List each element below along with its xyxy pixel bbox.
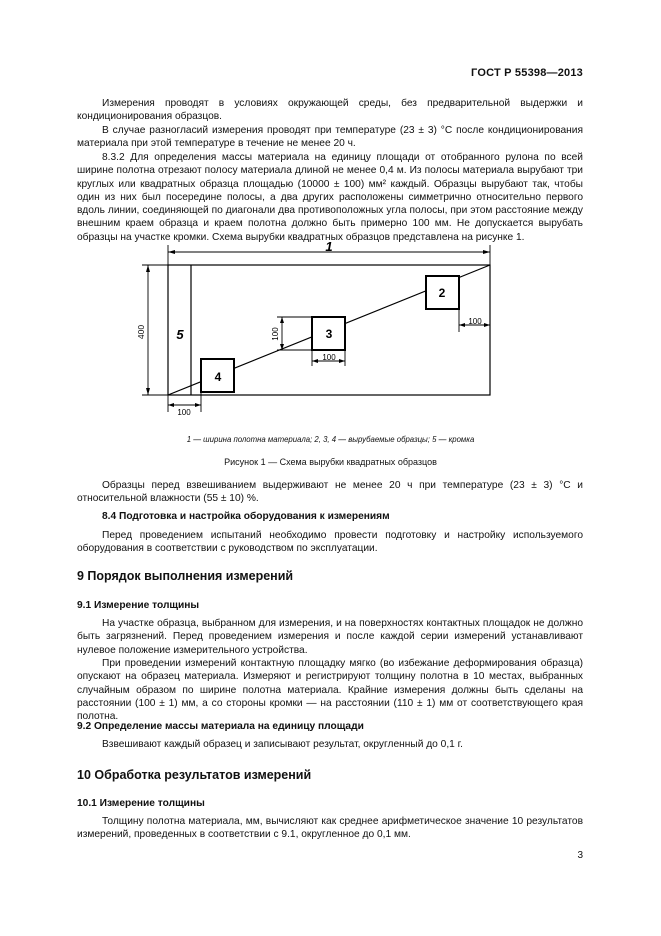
paragraph-9-1-a: На участке образца, выбранном для измерения, и на поверхностях контактных площадок не должно быть загрязнений. Перед проведением измерения и после каждой серии измерений устанавливают нулевое положение измерительного устройства. [77, 618, 583, 656]
label-4: 4 [214, 370, 222, 384]
heading-9-1: 9.1 Измерение толщины [77, 600, 200, 611]
figure-legend: 1 — ширина полотна материала; 2, 3, 4 — вырубаемые образцы; 5 — кромка [186, 435, 475, 444]
page-number: 3 [577, 850, 583, 861]
heading-8-4: 8.4 Подготовка и настройка оборудования к измерениям [102, 511, 390, 522]
dim-100-b: 100 [322, 353, 336, 362]
label-3: 3 [325, 327, 333, 341]
paragraph-9-1-b: При проведении измерений контактную площадку мягко (во избежание деформирования образца) опускают на образец материала. Измеряют и регистрируют толщину полотна в 10 местах, выбранных случайным образом по ширине полотна материала. Крайние измерения должны быть сделаны на расстоянии (100 ± 1) мм, а со стороны кромки — на расстоянии (110 ± 1) мм от соответствующего края полотна. [77, 658, 583, 723]
paragraph-preparation: Перед проведением испытаний необходимо провести подготовку и настройку используемого оборудования в соответствии с руководством по эксплуатации. [77, 530, 583, 555]
figure-1-diagram [130, 240, 510, 422]
label-1: 1 [325, 240, 333, 254]
paragraph-10-1: Толщину полотна материала, мм, вычисляют как среднее арифметическое значение 10 результатов измерений, проведенных в соответствии с 9.1, округленное до 0,1 мм. [77, 816, 583, 841]
paragraph-disagreement: В случае разногласий измерения проводят при температуре (23 ± 3) °С после кондиционирования материала при этой температуре в течение не менее 20 ч. [77, 125, 583, 150]
heading-10: 10 Обработка результатов измерений [77, 768, 312, 782]
label-5: 5 [176, 327, 184, 342]
dim-400: 400 [136, 324, 146, 340]
dim-100-d: 100 [468, 317, 482, 326]
figure-caption: Рисунок 1 — Схема вырубки квадратных образцов [224, 457, 437, 467]
paragraph-conditioning: Образцы перед взвешиванием выдерживают не менее 20 ч при температуре (23 ± 3) °С и относительной влажности (55 ± 10) %. [77, 480, 583, 505]
heading-9-2: 9.2 Определение массы материала на единицу площади [77, 721, 364, 732]
heading-10-1: 10.1 Измерение толщины [77, 798, 205, 809]
paragraph-8-3-2: 8.3.2 Для определения массы материала на единицу площади от отобранного рулона по всей ширине полотна отрезают полосу материала длиной не менее 0,4 м. Из полосы материала вырубают три круглых или квадратных образца площадью (10000 ± 100) мм² каждый. Образцы вырубают так, чтобы один из них был посередине полосы, а два других расположены симметрично относительно первого вдоль линии, соединяющей по диагонали два противоположных угла полосы, при этом расстояние между внешним краем образца и краем полотна должно быть примерно 100 мм. Не допускается вырубать образцы на участке кромки. Схема вырубки квадратных образцов представлена на рисунке 1. [77, 152, 583, 243]
document-header: ГОСТ Р 55398—2013 [471, 67, 583, 79]
dim-100-c: 100 [271, 327, 280, 341]
label-2: 2 [438, 286, 446, 300]
heading-9: 9 Порядок выполнения измерений [77, 569, 294, 583]
dim-100-a: 100 [177, 408, 191, 417]
paragraph-9-2: Взвешивают каждый образец и записывают результат, округленный до 0,1 г. [102, 739, 463, 750]
paragraph-conditions: Измерения проводят в условиях окружающей среды, без предварительной выдержки и кондиционирования образцов. [77, 98, 583, 123]
